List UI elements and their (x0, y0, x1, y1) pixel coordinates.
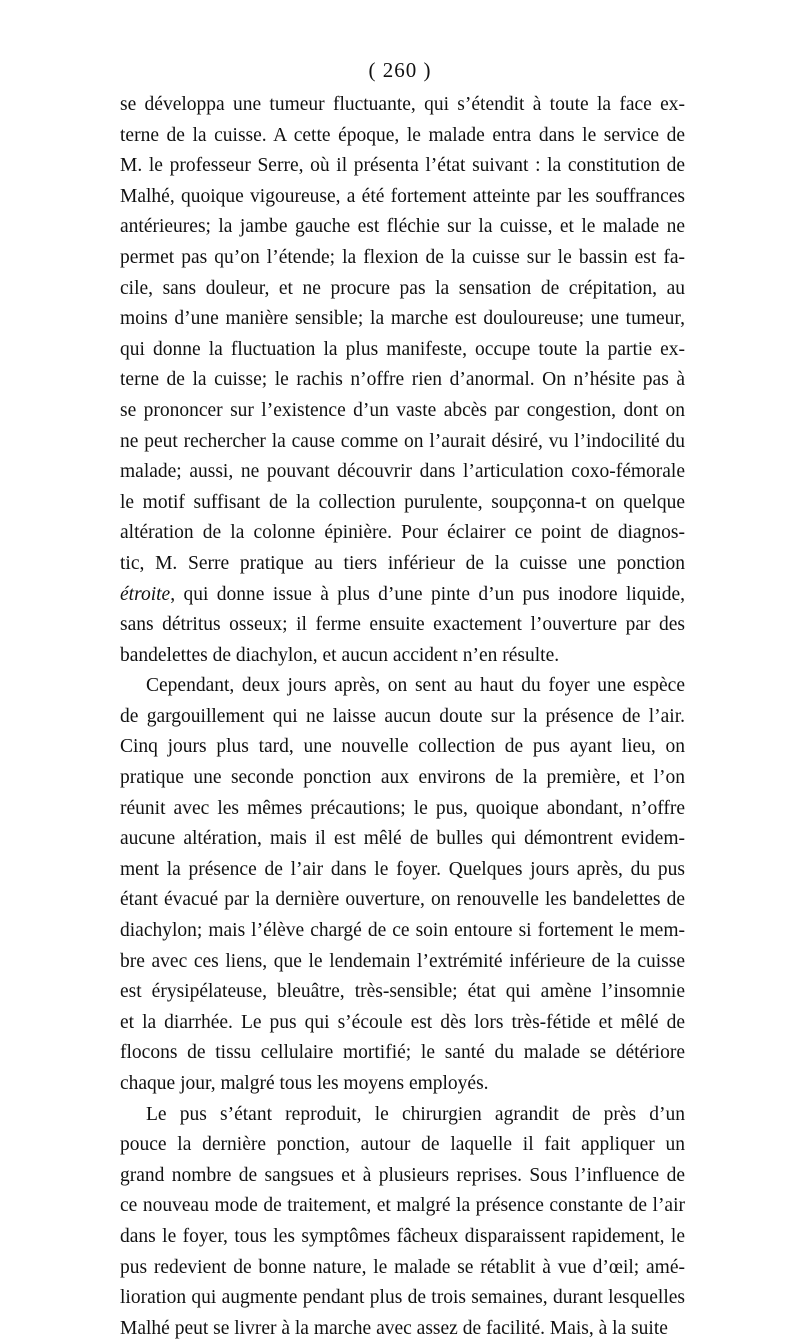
text-line: grand nombre de sangsues et à plusieurs reprises. Sous l’influence de (120, 1164, 685, 1186)
text-line: malade; aussi, ne pouvant découvrir dans l’articulation coxo-fémorale (120, 461, 685, 483)
text-line: chaque jour, malgré tous les moyens employés. (120, 1073, 489, 1094)
paragraph (120, 1100, 685, 1344)
text-line: qui donne la fluctuation la plus manifeste, occupe toute la partie ex- (120, 338, 685, 360)
text-line: Cependant, deux jours après, on sent au haut du foyer une espèce (146, 675, 685, 697)
text-line: Cinq jours plus tard, une nouvelle collection de pus ayant lieu, on (120, 736, 685, 758)
text-line: Le pus s’étant reproduit, le chirurgien agrandit de près d’un (146, 1103, 685, 1125)
text-line: étroite, qui donne issue à plus d’une pinte d’un pus inodore liquide, (120, 583, 685, 605)
body-text (120, 90, 685, 1344)
text-line: pouce la dernière ponction, autour de laquelle il fait appliquer un (120, 1134, 685, 1156)
text-line: sans détritus osseux; il ferme ensuite exactement l’ouverture par des (120, 614, 685, 636)
text-line: se développa une tumeur fluctuante, qui s’étendit à toute la face ex- (120, 94, 685, 115)
text-line: Malhé peut se livrer à la marche avec assez de facilité. Mais, à la suite (120, 1317, 668, 1339)
text-line: flocons de tissu cellulaire mortifié; le santé du malade se détériore (120, 1042, 685, 1064)
text-line: et la diarrhée. Le pus qui s’écoule est dès lors très-fétide et mêlé de (120, 1011, 685, 1033)
emphasis: étroite (120, 583, 171, 605)
text-line: diachylon; mais l’élève chargé de ce soin entoure si fortement le mem- (120, 920, 685, 942)
text-line: cile, sans douleur, et ne procure pas la sensation de crépitation, au (120, 277, 685, 299)
text-line: tic, M. Serre pratique au tiers inférieur de la cuisse une ponction (120, 552, 685, 574)
text-line: aucune altération, mais il est mêlé de bulles qui démontrent evidem- (120, 828, 685, 850)
paragraph (120, 671, 685, 1099)
text-line: moins d’une manière sensible; la marche est douloureuse; une tumeur, (120, 308, 685, 330)
text-line: Malhé, quoique vigoureuse, a été fortement atteinte par les souffrances (120, 185, 685, 207)
text-line: est érysipélateuse, bleuâtre, très-sensible; état qui amène l’insomnie (120, 981, 685, 1003)
text-line: permet pas qu’on l’étende; la flexion de la cuisse sur le bassin est fa- (120, 246, 685, 268)
text-line: réunit avec les mêmes précautions; le pus, quoique abondant, n’offre (120, 797, 685, 819)
text-line: dans le foyer, tous les symptômes fâcheux disparaissent rapidement, le (120, 1225, 685, 1247)
page-number: ( 260 ) (368, 58, 432, 82)
text-line: le motif suffisant de la collection purulente, soupçonna-t on quelque (120, 491, 685, 513)
text-line: lioration qui augmente pendant plus de trois semaines, durant lesquelles (120, 1287, 685, 1309)
text-line: ment la présence de l’air dans le foyer. Quelques jours après, du pus (120, 858, 685, 880)
text-line: antérieures; la jambe gauche est fléchie sur la cuisse, et le malade ne (120, 216, 685, 238)
text-line: M. le professeur Serre, où il présenta l’état suivant : la constitution de (120, 155, 685, 177)
text-line: ce nouveau mode de traitement, et malgré la présence constante de l’air (120, 1195, 685, 1217)
text-line: altération de la colonne épinière. Pour éclairer ce point de diagnos- (120, 522, 685, 544)
text-line: pus redevient de bonne nature, le malade se rétablit à vue d’œil; amé- (120, 1256, 685, 1278)
text-line: terne de la cuisse. A cette époque, le malade entra dans le service de (120, 124, 685, 146)
text-line: étant évacué par la dernière ouverture, on renouvelle les bandelettes de (120, 889, 685, 911)
text-line: se prononcer sur l’existence d’un vaste abcès par congestion, dont on (120, 399, 685, 421)
text-line: terne de la cuisse; le rachis n’offre rien d’anormal. On n’hésite pas à (120, 369, 685, 391)
text-line: pratique une seconde ponction aux environs de la première, et l’on (120, 767, 685, 789)
paragraph (120, 90, 685, 671)
text-line: bre avec ces liens, que le lendemain l’extrémité inférieure de la cuisse (120, 950, 685, 972)
text-line: de gargouillement qui ne laisse aucun doute sur la présence de l’air. (120, 705, 685, 727)
text-line: bandelettes de diachylon, et aucun accident n’en résulte. (120, 644, 560, 666)
text-line: ne peut rechercher la cause comme on l’aurait désiré, vu l’indocilité du (120, 430, 685, 452)
